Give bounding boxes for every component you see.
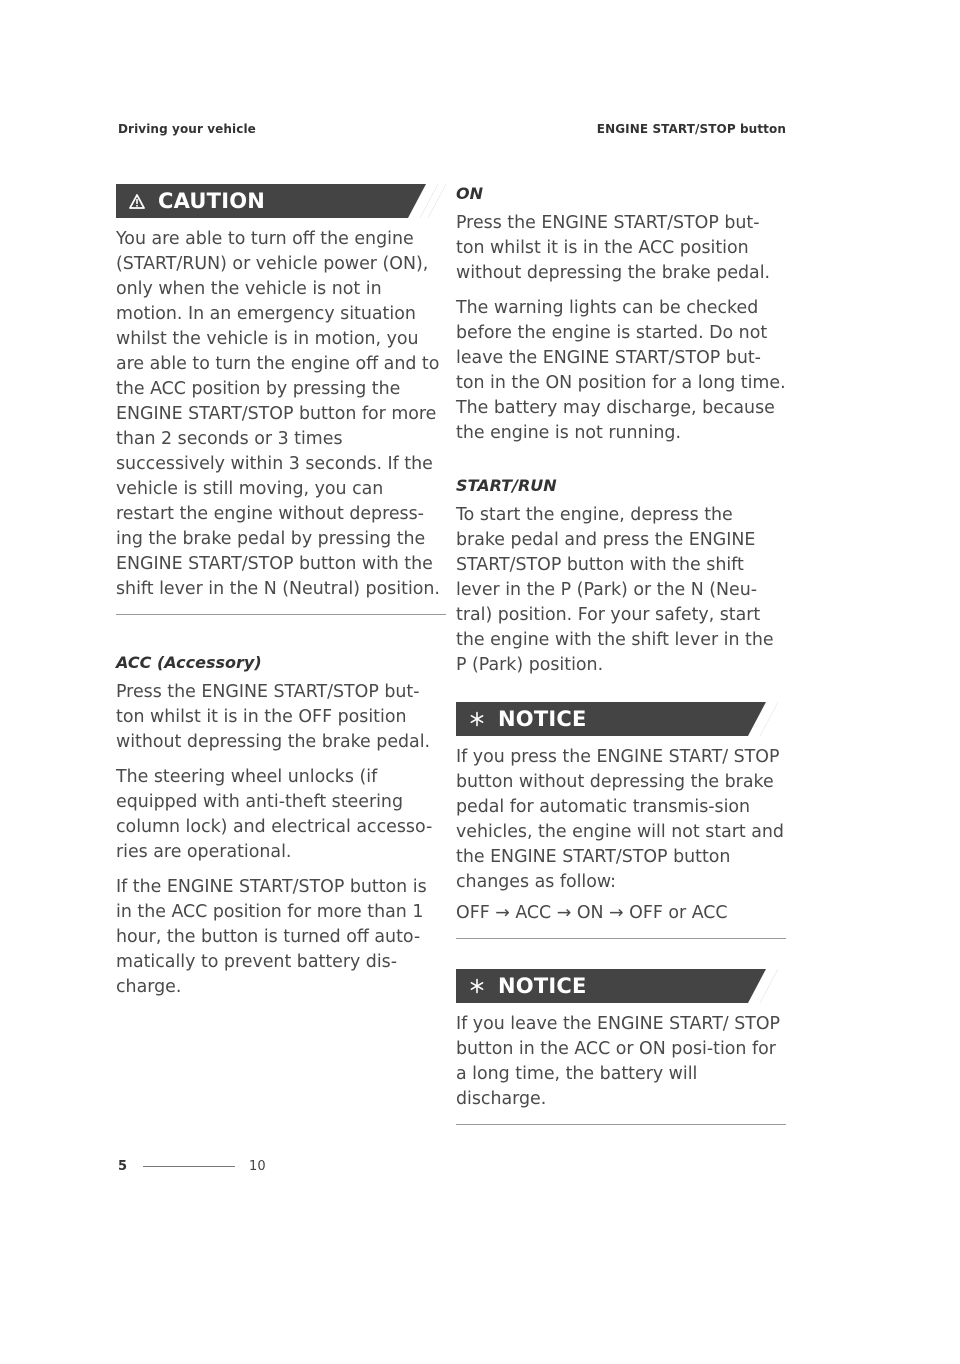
banner-slash-decoration — [730, 969, 786, 1003]
acc-paragraph-2: The steering wheel unlocks (if equipped with anti-theft steering column lock) and electrical accesso-ries are operational. — [116, 767, 433, 862]
caution-text: You are able to turn off the engine (START/RUN) or vehicle power (ON), only when the vehicle is not in motion. In an emergency situation whilst the vehicle is in motion, you are able to turn the engine off and to the ACC position by pressing the ENGINE START/STOP button for more than 2 seconds or 3 times successively within 3 seconds. If the vehicle is still moving, you can restart the engine without depress-ing the brake pedal by pressing the ENGINE START/STOP button with the shift lever in the N (Neutral) position. — [116, 229, 440, 599]
running-head-left: Driving your vehicle — [118, 122, 256, 136]
notice-banner-2 — [456, 969, 786, 1003]
notice-1-text: If you press the ENGINE START/ STOP button without depressing the brake pedal for automatic transmis-sion vehicles, the engine will not start and the ENGINE START/STOP button changes as follow: — [456, 747, 784, 892]
notice-1-rule — [456, 938, 786, 939]
acc-paragraph-1: Press the ENGINE START/STOP but-ton whilst it is in the OFF position without depressing the brake pedal. — [116, 682, 431, 752]
asterisk-icon — [456, 978, 498, 994]
notice-2-title: NOTICE — [498, 974, 587, 998]
acc-heading: ACC (Accessory) — [116, 653, 262, 672]
page-number: 10 — [249, 1159, 266, 1174]
footer-divider — [143, 1166, 235, 1167]
right-column — [456, 184, 786, 1125]
banner-slash-decoration — [390, 184, 446, 218]
left-column — [116, 184, 446, 1000]
warning-triangle-icon — [116, 194, 158, 209]
caution-rule — [116, 614, 446, 615]
on-heading: ON — [456, 184, 483, 203]
notice-2-rule — [456, 1124, 786, 1125]
start-run-heading: START/RUN — [456, 476, 557, 495]
caution-title: CAUTION — [158, 189, 266, 213]
notice-2-text: If you leave the ENGINE START/ STOP button in the ACC or ON posi-tion for a long time, the battery will discharge. — [456, 1014, 781, 1109]
page-footer — [118, 1159, 266, 1174]
caution-banner — [116, 184, 446, 218]
chapter-number: 5 — [118, 1159, 128, 1174]
on-paragraph-2: The warning lights can be checked before the engine is started. Do not leave the ENGINE START/STOP but-ton in the ON position for a long time. The battery may discharge, because the engine is not running. — [456, 298, 786, 443]
asterisk-icon — [456, 711, 498, 727]
on-paragraph-1: Press the ENGINE START/STOP but-ton whilst it is in the ACC position without depressing the brake pedal. — [456, 213, 771, 283]
notice-1-title: NOTICE — [498, 707, 587, 731]
acc-paragraph-3: If the ENGINE START/STOP button is in the ACC position for more than 1 hour, the button is turned off auto-matically to prevent battery dis-charge. — [116, 877, 427, 997]
notice-banner-1 — [456, 702, 786, 736]
banner-slash-decoration — [730, 702, 786, 736]
running-head-right: ENGINE START/STOP button — [596, 122, 786, 136]
start-run-paragraph: To start the engine, depress the brake pedal and press the ENGINE START/STOP button with the shift lever in the P (Park) or the N (Neu-tral) position. For your safety, start the engine with the shift lever in the P (Park) position. — [456, 505, 774, 675]
notice-1-sequence: OFF → ACC → ON → OFF or ACC — [456, 903, 728, 923]
